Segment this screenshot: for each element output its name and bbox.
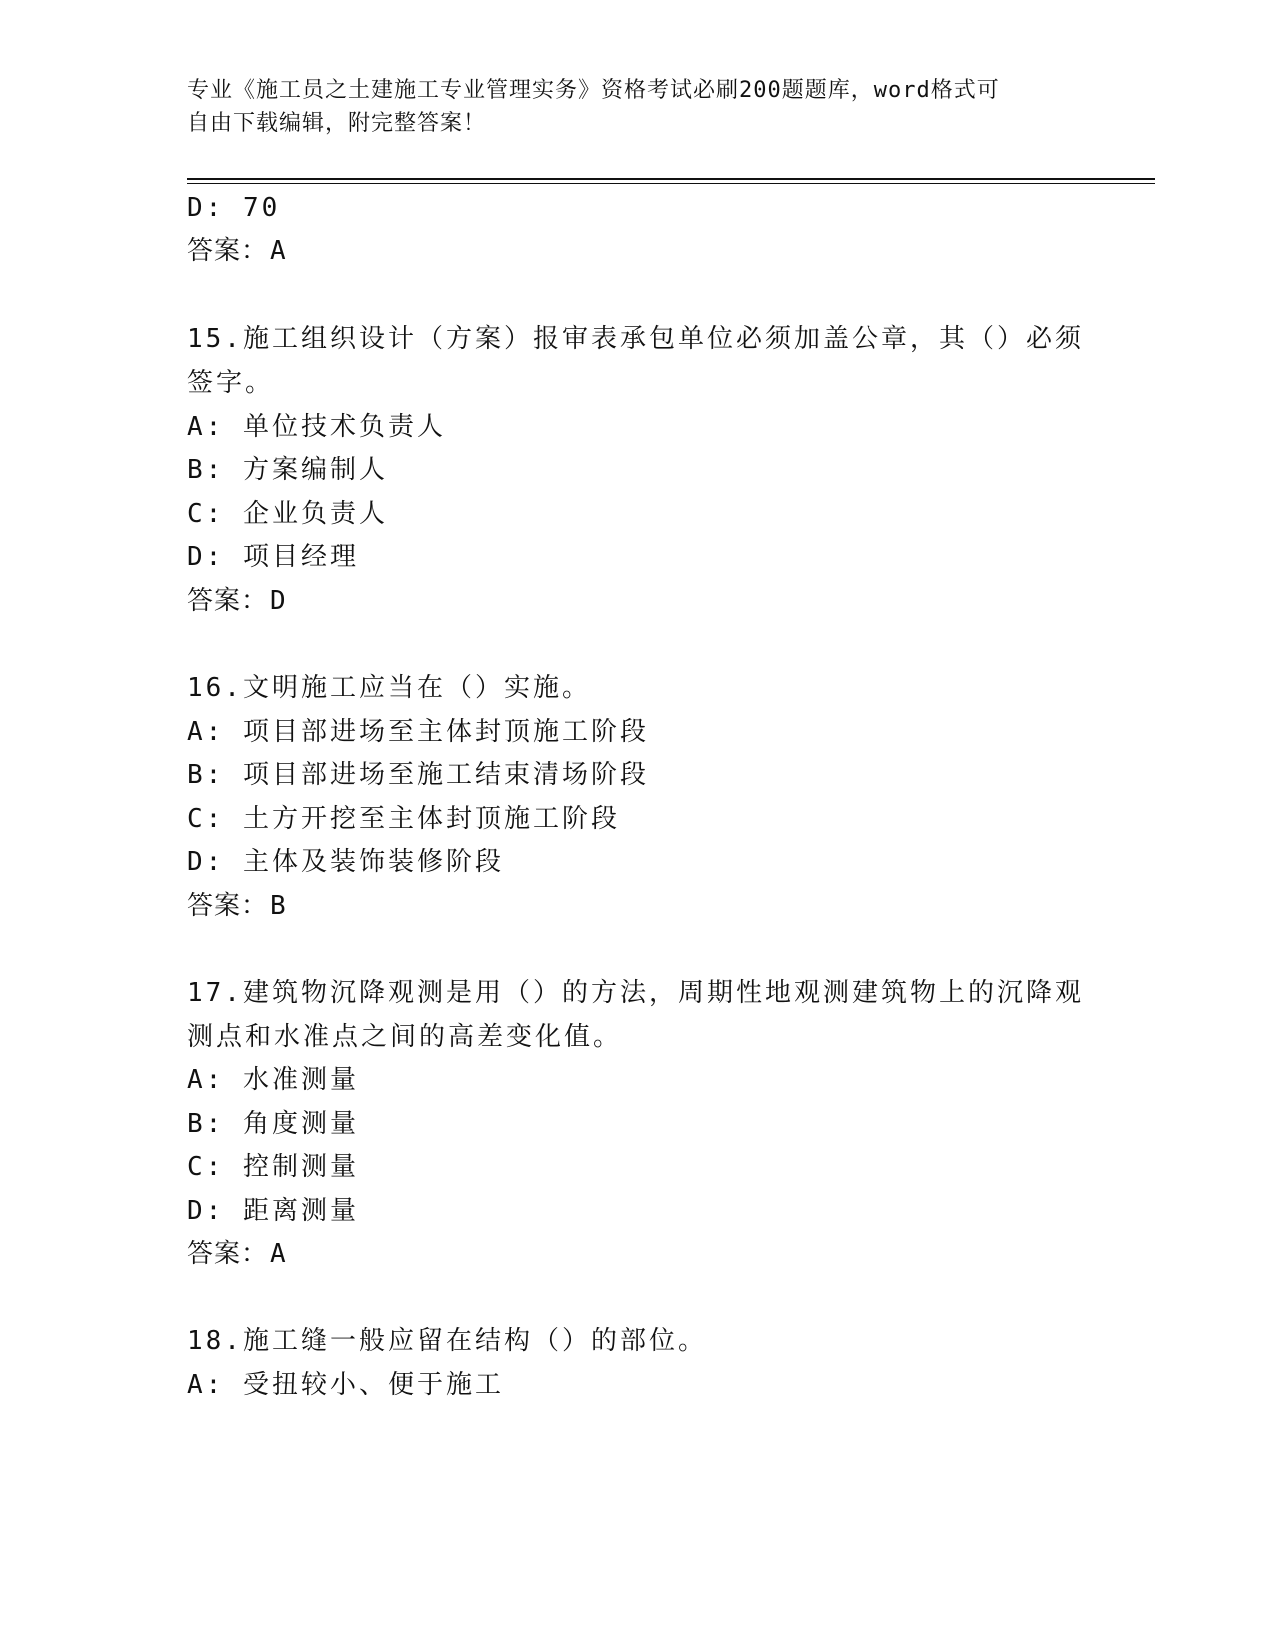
q16-answer bbox=[187, 889, 287, 923]
answer-label: 答案： bbox=[187, 891, 269, 921]
q16-option-a: A: 项目部进场至主体封顶施工阶段 bbox=[187, 717, 649, 747]
q15-stem-line-2: 签字。 bbox=[187, 368, 275, 398]
q17-option-b: B: 角度测量 bbox=[187, 1109, 359, 1139]
q15-stem-line-1: 15.施工组织设计（方案）报审表承包单位必须加盖公章，其（）必须 bbox=[187, 324, 1084, 354]
q16-stem-line-1: 16.文明施工应当在（）实施。 bbox=[187, 673, 591, 703]
q15-option-b: B: 方案编制人 bbox=[187, 455, 388, 485]
answer-value: A bbox=[270, 236, 287, 266]
header-divider-thick bbox=[187, 178, 1155, 180]
answer-label: 答案： bbox=[187, 236, 269, 266]
q15-answer bbox=[187, 584, 287, 618]
q18-stem-line-1: 18.施工缝一般应留在结构（）的部位。 bbox=[187, 1326, 707, 1356]
q17-answer bbox=[187, 1237, 287, 1271]
q17-option-c: C: 控制测量 bbox=[187, 1152, 359, 1182]
q15-option-a: A: 单位技术负责人 bbox=[187, 412, 446, 442]
q17-stem-line-1: 17.建筑物沉降观测是用（）的方法，周期性地观测建筑物上的沉降观 bbox=[187, 978, 1084, 1008]
prev-option-d: D: 70 bbox=[187, 193, 281, 223]
q17-option-a: A: 水准测量 bbox=[187, 1065, 359, 1095]
document-header bbox=[187, 74, 1067, 140]
answer-label: 答案： bbox=[187, 586, 269, 616]
q15-option-d: D: 项目经理 bbox=[187, 542, 359, 572]
header-line-2: 自由下载编辑，附完整答案！ bbox=[187, 111, 487, 136]
header-line-1: 专业《施工员之土建施工专业管理实务》资格考试必刷200题题库，word格式可 bbox=[187, 78, 1000, 103]
answer-value: D bbox=[270, 586, 287, 616]
q16-option-d: D: 主体及装饰装修阶段 bbox=[187, 847, 504, 877]
q15-option-c: C: 企业负责人 bbox=[187, 499, 388, 529]
q17-option-d: D: 距离测量 bbox=[187, 1196, 359, 1226]
answer-value: B bbox=[270, 891, 287, 921]
answer-label: 答案： bbox=[187, 1239, 269, 1269]
q17-stem-line-2: 测点和水准点之间的高差变化值。 bbox=[187, 1022, 623, 1052]
q16-option-b: B: 项目部进场至施工结束清场阶段 bbox=[187, 760, 649, 790]
q18-option-a: A: 受扭较小、便于施工 bbox=[187, 1370, 504, 1400]
answer-value: A bbox=[270, 1239, 287, 1269]
prev-answer bbox=[187, 234, 287, 268]
header-divider-thin bbox=[187, 183, 1155, 184]
q16-option-c: C: 土方开挖至主体封顶施工阶段 bbox=[187, 804, 620, 834]
